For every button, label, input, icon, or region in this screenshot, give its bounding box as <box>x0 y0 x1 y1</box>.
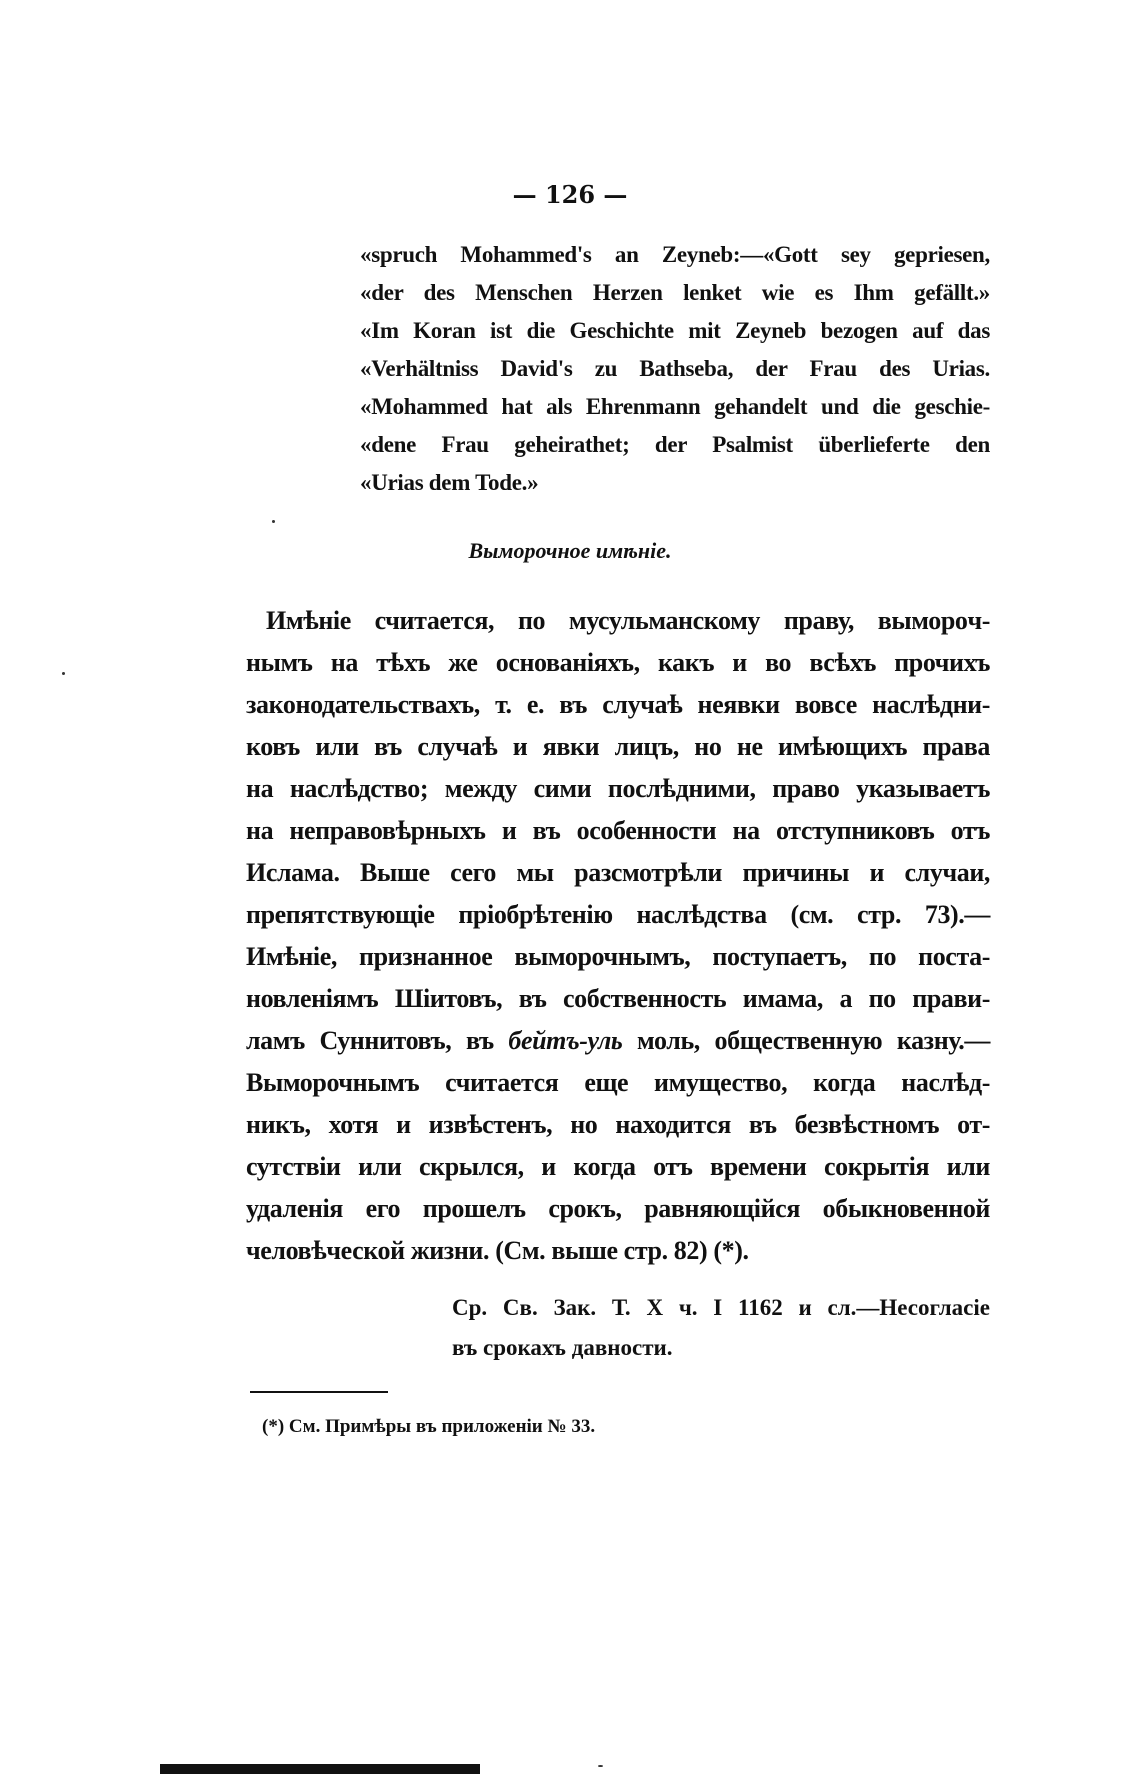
body-line: ковъ или въ случаѣ и явки лицъ, но не имѣющихъ права <box>246 732 990 761</box>
page-number: — 126 — <box>512 180 628 209</box>
body-line-part: моль, общественную казну.— <box>622 1026 990 1055</box>
body-paragraph <box>246 600 990 1272</box>
quote-line: «Mohammed hat als Ehrenmann gehandelt und die geschie- <box>360 394 990 419</box>
quote-line: «Urias dem Tode.» <box>360 470 539 495</box>
scan-speck <box>272 520 275 523</box>
body-line-with-italic <box>246 1020 990 1062</box>
german-quote-block <box>360 236 990 502</box>
body-line: новленіямъ Шіитовъ, въ собственность имама, а по прави- <box>246 984 990 1013</box>
body-line: препятствующіе пріобрѣтенію наслѣдства (см. стр. 73).— <box>246 900 990 929</box>
body-line: человѣческой жизни. (См. выше стр. 82) (*). <box>246 1236 749 1265</box>
body-line: никъ, хотя и извѣстенъ, но находится въ безвѣстномъ от- <box>246 1110 990 1139</box>
body-line: Ислама. Выше сего мы разсмотрѣли причины и случаи, <box>246 858 990 887</box>
body-line: нымъ на тѣхъ же основаніяхъ, какъ и во всѣхъ прочихъ <box>246 648 990 677</box>
section-heading: Выморочное имѣніе. <box>468 538 672 563</box>
scan-speck <box>62 672 65 675</box>
body-line: сутствіи или скрылся, и когда отъ времени сокрытія или <box>246 1152 990 1181</box>
footnote-divider <box>250 1391 388 1393</box>
note-line: Ср. Св. Зак. Т. X ч. I 1162 и сл.—Несогласіе <box>452 1295 990 1320</box>
body-line: удаленія его прошелъ срокъ, равняющійся обыкновенной <box>246 1194 990 1223</box>
italic-term: бейтъ-уль <box>508 1026 623 1055</box>
note-line: въ срокахъ давности. <box>452 1335 673 1360</box>
legal-reference-note <box>452 1288 990 1368</box>
quote-line: «Verhältniss David's zu Bathseba, der Frau des Urias. <box>360 356 990 381</box>
body-line: на наслѣдство; между сими послѣдними, право указываетъ <box>246 774 990 803</box>
body-line: Имѣніе считается, по мусульманскому праву, выморoч- <box>266 606 990 635</box>
quote-line: «Im Koran ist die Geschichte mit Zeyneb bezogen auf das <box>360 318 990 343</box>
body-line-part: ламъ Суннитовъ, въ <box>246 1026 509 1055</box>
quote-line: «der des Menschen Herzen lenket wie es Ihm gefällt.» <box>360 280 990 305</box>
quote-line: «dene Frau geheirathet; der Psalmist überlieferte den <box>360 432 990 457</box>
scan-edge-bar <box>160 1764 480 1774</box>
body-line: Выморочнымъ считается еще имущество, когда наслѣд- <box>246 1068 990 1097</box>
body-line: законодательствахъ, т. е. въ случаѣ неявки вовсе наслѣдни- <box>246 690 990 719</box>
footnote: (*) См. Примѣры въ приложеніи № 33. <box>262 1416 596 1437</box>
body-line: Имѣніе, признанное выморочнымъ, поступаетъ, по поста- <box>246 942 990 971</box>
scan-speck <box>598 1765 603 1767</box>
body-line: на неправовѣрныхъ и въ особенности на отступниковъ отъ <box>246 816 990 845</box>
quote-line: «spruch Mohammed's an Zeyneb:—«Gott sey gepriesen, <box>360 242 990 267</box>
